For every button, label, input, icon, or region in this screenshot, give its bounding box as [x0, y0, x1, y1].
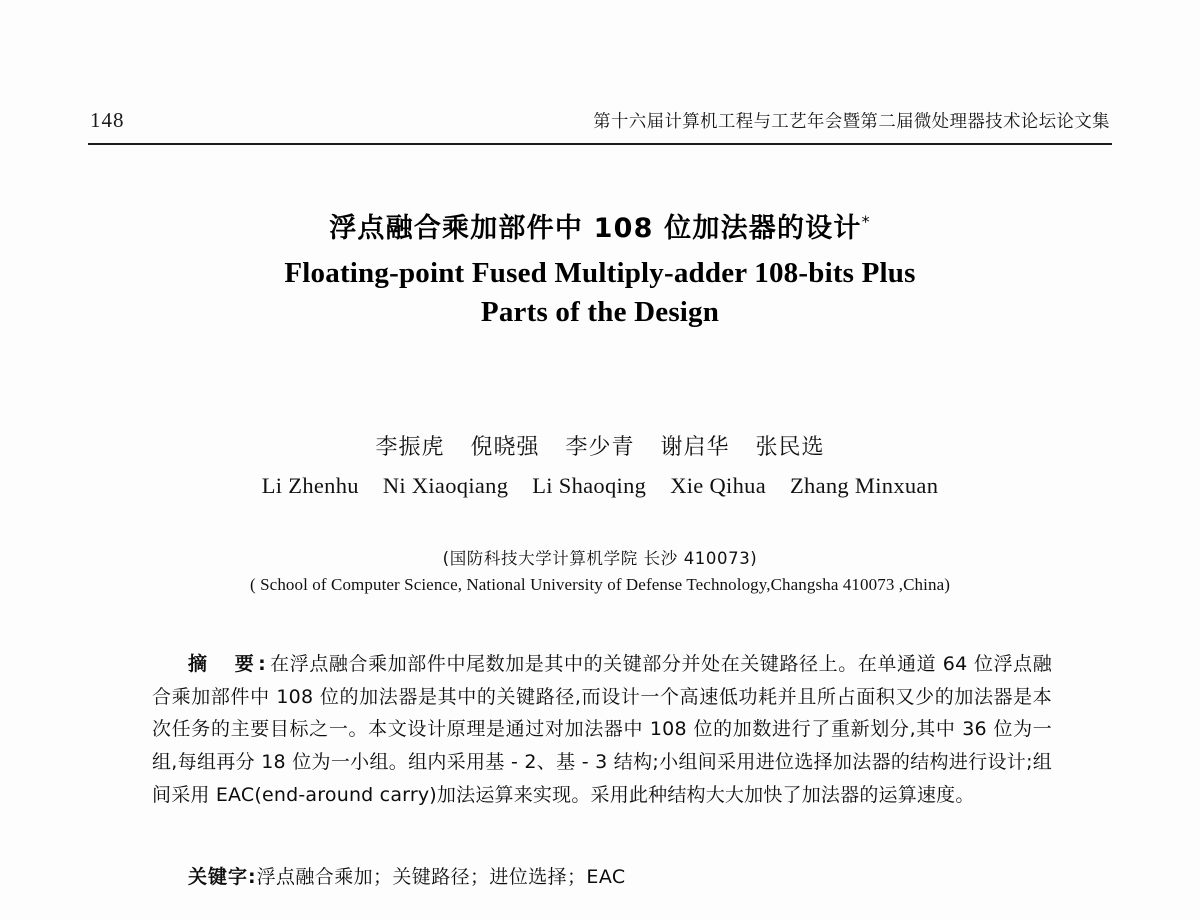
author-english: Xie Qihua	[670, 473, 766, 498]
title-block	[150, 212, 1050, 331]
abstract-block	[152, 648, 1052, 811]
abstract-text: 在浮点融合乘加部件中尾数加是其中的关键部分并处在关键路径上。在单通道 64 位浮点融合乘加部件中 108 位的加法器是其中的关键路径,而设计一个高速低功耗并且所占面积又少的加法器是本次任务的主要目标之一。本文设计原理是通过对加法器中 108 位的加数进行了重新划分,其中 36 位为一组,每组再分 18 位为一小组。组内采用基 - 2、基 - 3 结构;小组间采用进位选择加法器的结构进行设计;组间采用 EAC(end-around carry)加法运算来实现。采用此种结构大大加快了加法器的运算速度。	[152, 653, 1052, 806]
paper-title-chinese	[329, 212, 871, 246]
abstract-label: 摘 要:	[188, 653, 270, 675]
author-chinese: 倪晓强	[470, 435, 540, 460]
authors-chinese	[0, 430, 1200, 461]
paper-title-english-line2: Parts of the Design	[480, 295, 720, 328]
keywords-block	[188, 862, 1068, 889]
header-divider	[88, 143, 1112, 145]
author-chinese: 李少青	[565, 435, 635, 460]
keywords-text: 浮点融合乘加；关键路径；进位选择；EAC	[256, 866, 626, 888]
affiliation-chinese: (国防科技大学计算机学院 长沙 410073)	[442, 549, 758, 568]
author-english: Li Zhenhu	[261, 473, 359, 498]
author-english: Ni Xiaoqiang	[382, 473, 509, 498]
page-number: 148	[90, 108, 125, 132]
title-footnote-mark: *	[861, 212, 871, 231]
authors-english	[0, 473, 1200, 499]
paper-title-english	[150, 254, 1050, 332]
author-chinese: 李振虎	[375, 435, 445, 460]
paper-title-english-line1: Floating-point Fused Multiply-adder 108-bits Plus	[284, 256, 916, 289]
keywords-label: 关键字:	[188, 866, 257, 888]
running-title: 第十六届计算机工程与工艺年会暨第二届微处理器技术论坛论文集	[593, 112, 1110, 132]
author-chinese: 张民选	[755, 435, 825, 460]
running-head	[90, 108, 1110, 133]
author-english: Zhang Minxuan	[790, 473, 939, 498]
paper-title-chinese-text: 浮点融合乘加部件中 108 位加法器的设计	[329, 213, 862, 244]
affiliation-english: ( School of Computer Science, National University of Defense Technology,Changsha 410073 ,China)	[250, 575, 950, 594]
author-english: Li Shaoqing	[532, 473, 647, 498]
author-chinese: 谢启华	[660, 435, 730, 460]
